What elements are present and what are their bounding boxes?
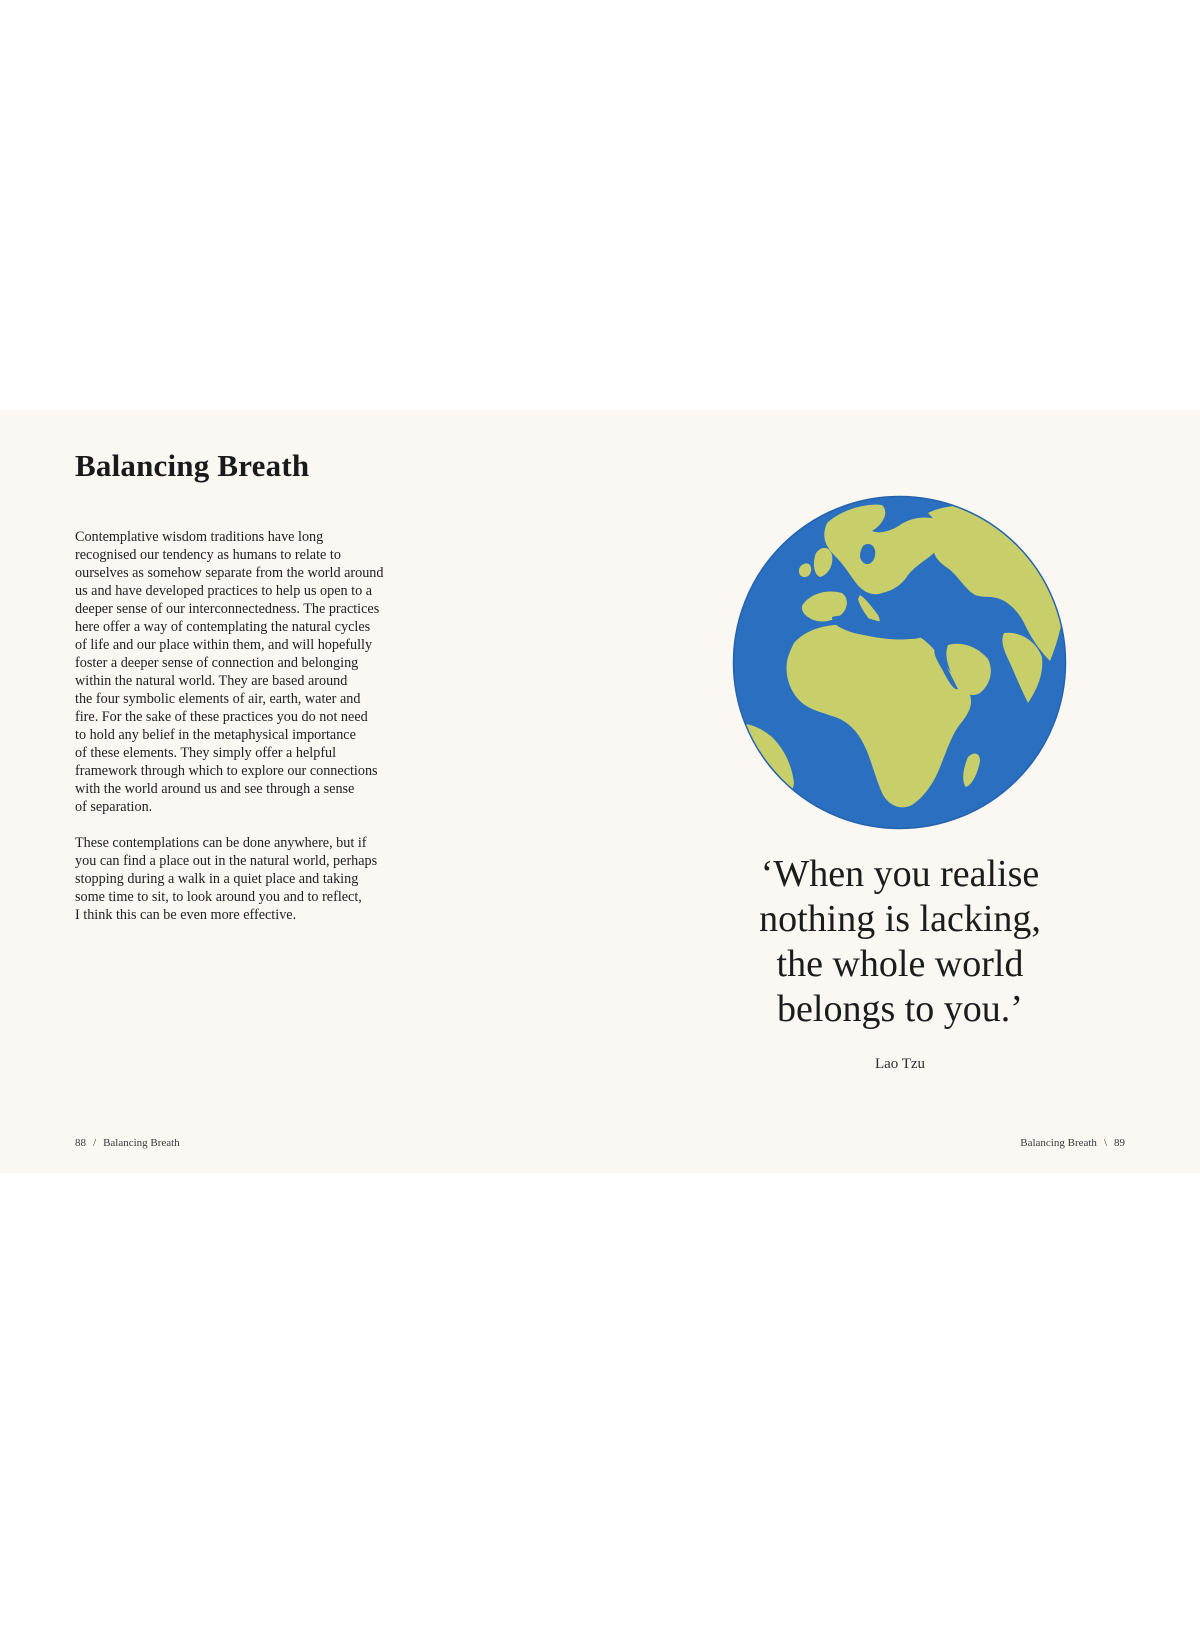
pull-quote: ‘When you realise nothing is lacking, the whole world belongs to you.’ <box>759 853 1041 1030</box>
globe-icon <box>732 495 1067 830</box>
folio-right <box>1020 1137 1125 1149</box>
page-number-right: 89 <box>1114 1137 1125 1149</box>
folio-separator-left: / <box>93 1137 97 1149</box>
folio-separator-right: \ <box>1103 1137 1107 1149</box>
folio-left <box>75 1137 180 1149</box>
right-page <box>600 410 1200 1173</box>
running-head-left: Balancing Breath <box>103 1137 180 1149</box>
body-paragraph-2: These contemplations can be done anywhere, but if you can find a place out in the natural world, perhaps stopping during a walk in a quiet place and taking some time to sit, to look around you and to reflect, I think this can be even more effective. <box>75 835 378 923</box>
page-number-left: 88 <box>75 1137 86 1149</box>
body-text <box>75 528 435 942</box>
body-paragraph-1: Contemplative wisdom traditions have long recognised our tendency as humans to relate to ourselves as somehow separate from the world around us and have developed practices to help us open to a deeper sense of our interconnectedness. The practices here offer a way of contemplating the natural cycles of life and our place within them, and will hopefully foster a deeper sense of connection and belonging within the natural world. They are based around the four symbolic elements of air, earth, water and fire. For the sake of these practices you do not need to hold any belief in the metaphysical importance of these elements. They simply offer a helpful framework through which to explore our connections with the world around us and see through a sense of separation. <box>75 529 384 815</box>
land-greenland <box>780 502 812 524</box>
quote-attribution: Lao Tzu <box>874 1056 926 1072</box>
left-page <box>0 410 600 1173</box>
book-spread <box>0 410 1200 1173</box>
running-head-right: Balancing Breath <box>1020 1137 1097 1149</box>
chapter-title: Balancing Breath <box>75 448 310 483</box>
